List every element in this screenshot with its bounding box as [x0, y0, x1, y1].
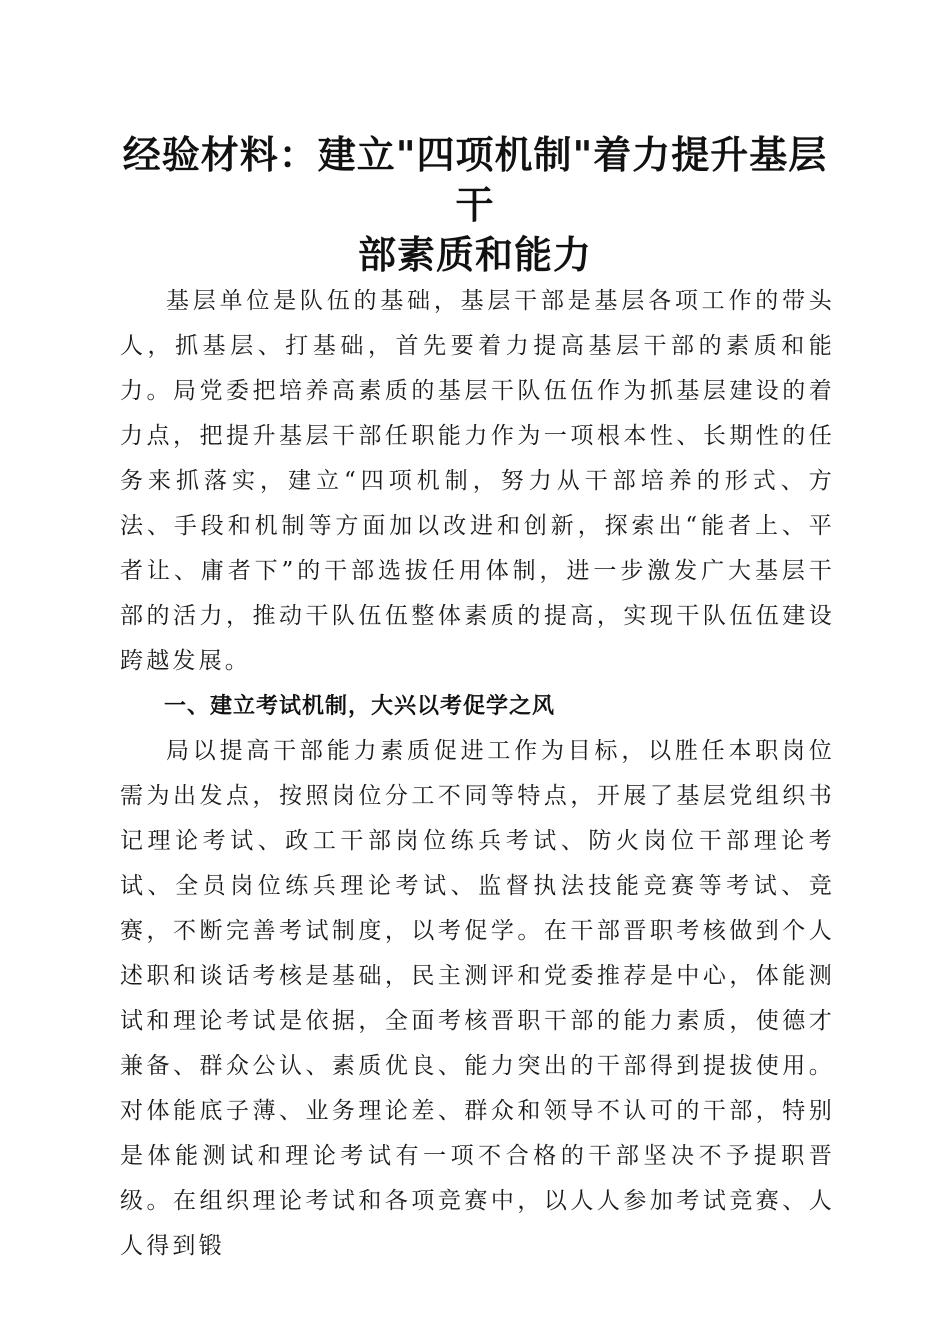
title-line-2: 部素质和能力 [357, 232, 592, 277]
document-title [110, 130, 840, 280]
document-body [120, 279, 835, 1269]
section-1-paragraph: 局以提高干部能力素质促进工作为目标，以胜任本职岗位需为出发点，按照岗位分工不同等特点，开展了基层党组织书记理论考试、政工干部岗位练兵考试、防火岗位干部理论考试、全员岗位练兵理论考试、监督执法技能竞赛等考试、竞赛，不断完善考试制度，以考促学。在干部晋职考核做到个人述职和谈话考核是基础，民主测评和党委推荐是中心，体能测试和理论考试是依据，全面考核晋职干部的能力素质，使德才兼备、群众公认、素质优良、能力突出的干部得到提拔使用。对体能底子薄、业务理论差、群众和领导不认可的干部，特别是体能测试和理论考试有一项不合格的干部坚决不予提职晋级。在组织理论考试和各项竞赛中，以人人参加考试竞赛、人人得到锻 [120, 738, 835, 1259]
intro-paragraph: 基层单位是队伍的基础，基层干部是基层各项工作的带头人，抓基层、打基础，首先要着力提高基层干部的素质和能力。局党委把培养高素质的基层干队伍伍作为抓基层建设的着力点，把提升基层干部任职能力作为一项根本性、长期性的任务来抓落实，建立“四项机制，努力从干部培养的形式、方法、手段和机制等方面加以改进和创新，探索出“能者上、平者让、庸者下”的干部选拔任用体制，进一步激发广大基层干部的活力，推动干队伍伍整体素质的提高，实现干队伍伍建设跨越发展。 [120, 288, 835, 674]
section-heading-1: 一、建立考试机制，大兴以考促学之风 [164, 694, 556, 719]
title-line-1: 经验材料：建立"四项机制"着力提升基层干 [122, 132, 828, 227]
